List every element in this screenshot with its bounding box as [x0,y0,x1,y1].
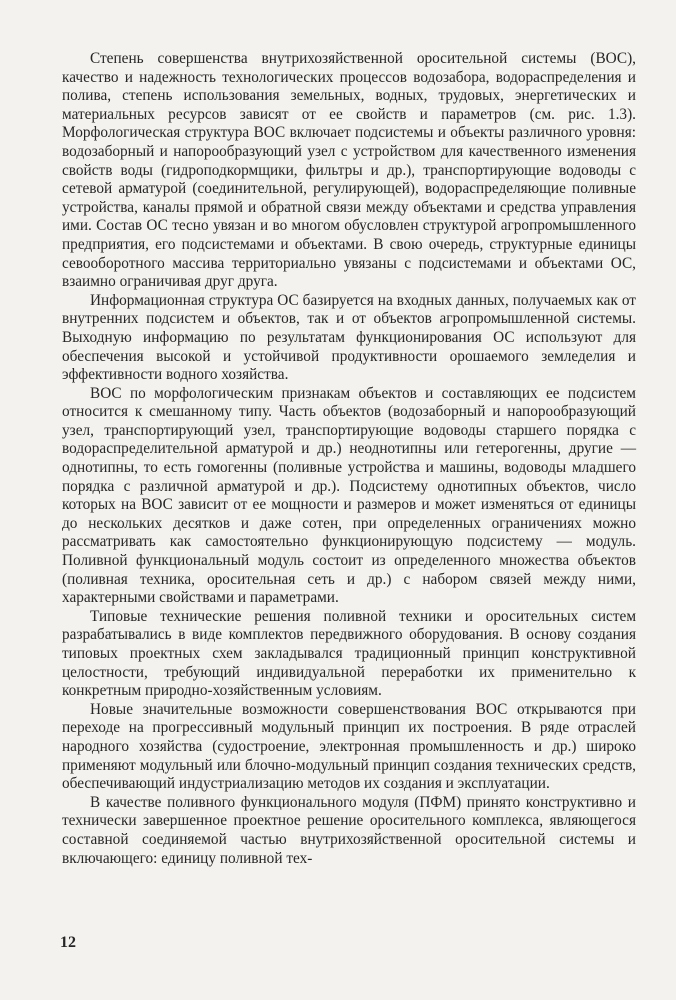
paragraph-2: Информационная структура ОС базируется на входных данных, получаемых как от внутренних подсистем и объектов, так и от объектов агропромышленной системы. Выходную информацию по результатам функционирования ОС используют для обеспечения высокой и устойчивой продуктивности орошаемого земледелия и эффективности водного хозяйства. [62,291,636,384]
paragraph-6: В качестве поливного функционального модуля (ПФМ) принято конструктивно и технически завершенное проектное решение оросительного комплекса, являющегося составной соединяемой частью внутрихозяйственной оросительной системы и включающего: единицу поливной тех- [62,793,636,867]
body-text [62,50,636,868]
page-number: 12 [60,934,76,951]
paragraph-5: Новые значительные возможности совершенствования ВОС открываются при переходе на прогрессивный модульный принцип их построения. В ряде отраслей народного хозяйства (судостроение, электронная промышленность и др.) широко применяют модульный или блочно-модульный принцип создания технических средств, обеспечивающий индустриализацию методов их создания и эксплуатации. [62,700,636,793]
paragraph-1: Степень совершенства внутрихозяйственной оросительной системы (ВОС), качество и надежность технологических процессов водозабора, водораспределения и полива, степень использования земельных, водных, трудовых, энергетических и материальных ресурсов зависят от ее свойств и параметров (см. рис. 1.3). Морфологическая структура ВОС включает подсистемы и объекты различного уровня: водозаборный и напорообразующий узел с устройством для качественного изменения свойств воды (гидроподкормщики, фильтры и др.), транспортирующие водоводы с сетевой арматурой (соединительной, регулирующей), водораспределяющие поливные устройства, каналы прямой и обратной связи между объектами и средства управления ими. Состав ОС тесно увязан и во многом обусловлен структурой агропромышленного предприятия, его подсистемами и объектами. В свою очередь, структурные единицы севооборотного массива территориально увязаны с подсистемами и объектами ОС, взаимно ограничивая друг друга. [62,50,636,291]
paragraph-3: ВОС по морфологическим признакам объектов и составляющих ее подсистем относится к смешанному типу. Часть объектов (водозаборный и напорообразующий узел, транспортирующий узел, транспортирующие водоводы старшего порядка с водораспределительной арматурой и др.) неоднотипны или гетерогенны, другие — однотипны, то есть гомогенны (поливные устройства и машины, водоводы младшего порядка с различной арматурой и др.). Подсистему однотипных объектов, число которых на ВОС зависит от ее мощности и размеров и может изменяться от единицы до нескольких десятков и даже сотен, при определенных ограничениях можно рассматривать как самостоятельно функционирующую подсистему — модуль. Поливной функциональный модуль состоит из определенного множества объектов (поливная техника, оросительная сеть и др.) с набором связей между ними, характерными свойствами и параметрами. [62,384,636,607]
paragraph-4: Типовые технические решения поливной техники и оросительных систем разрабатывались в виде комплектов передвижного оборудования. В основу создания типовых проектных схем закладывался традиционный принцип конструктивной целостности, требующий индивидуальной переработки их применительно к конкретным природно-хозяйственным условиям. [62,607,636,700]
